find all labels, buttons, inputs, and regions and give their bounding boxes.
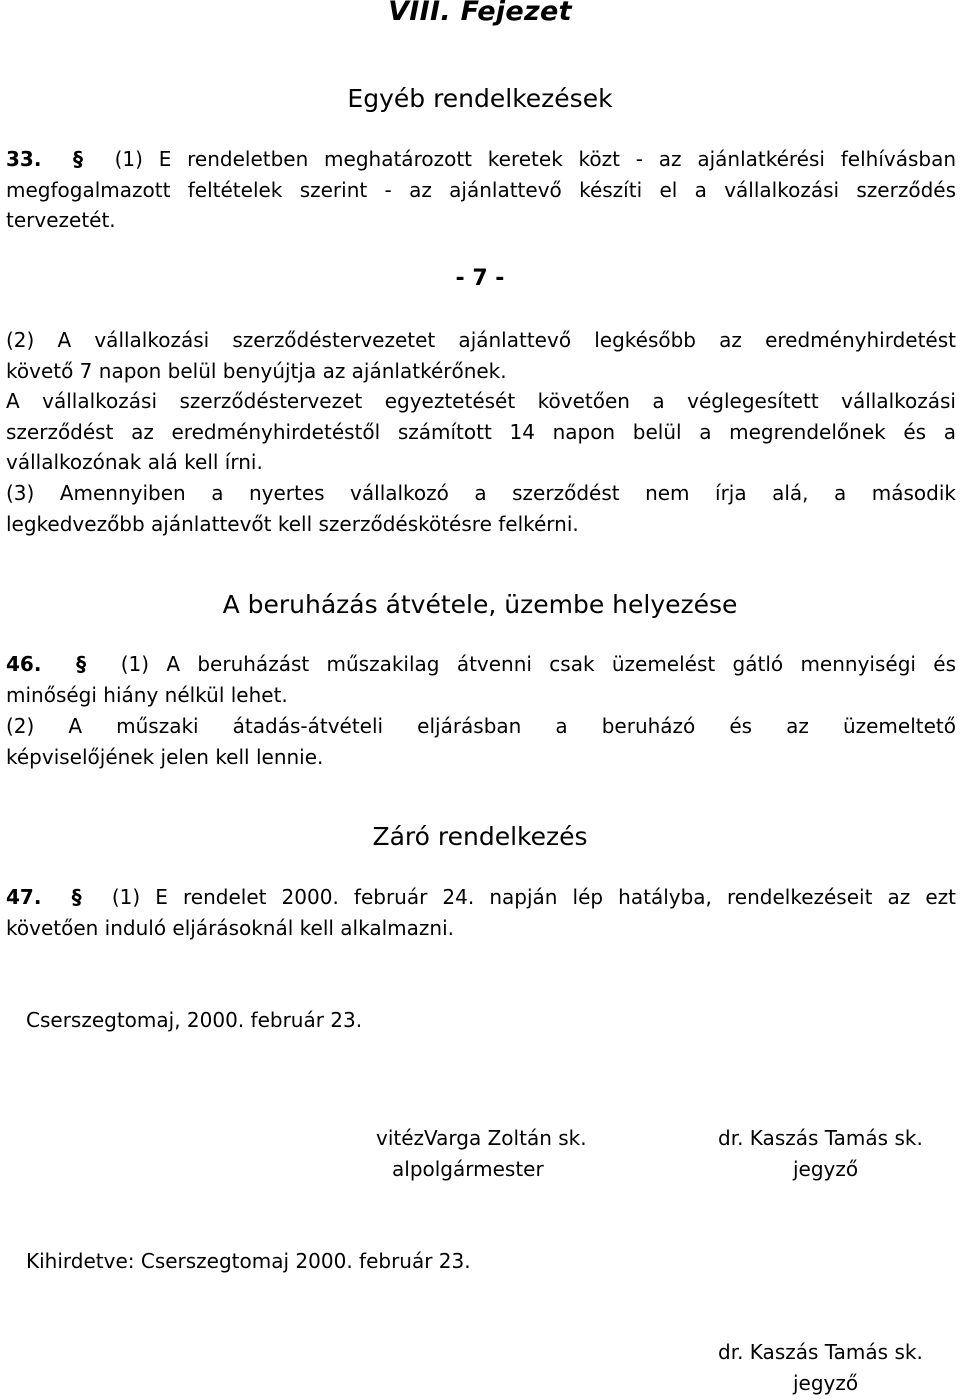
text-line: szerződést az eredményhirdetéstől számított 14 napon belül a megrendelőnek és a [6, 419, 956, 444]
announcement: Kihirdetve: Cserszegtomaj 2000. február 23. [26, 1249, 471, 1273]
section-title-other-provisions: Egyéb rendelkezések [347, 84, 613, 113]
text-line: (2) A műszaki átadás-átvételi eljárásban a beruházó és az üzemeltető [6, 714, 956, 738]
text-line: vállalkozónak alá kell írni. [6, 450, 263, 474]
text-line: legkedvezőbb ajánlattevőt kell szerződéskötésre felkérni. [6, 511, 579, 536]
text-fragment: (1) E rendeletben meghatározott keretek közt - az ajánlatkérési felhívásban [114, 147, 957, 171]
text-line: (2) A vállalkozási szerződéstervezetet ajánlattevő legkésőbb az eredményhirdetést [6, 328, 956, 352]
paragraph-46-2 [6, 711, 956, 772]
paragraph-33-3 [6, 478, 956, 539]
page-number: - 7 - [455, 266, 505, 291]
section-sign-icon: § [71, 885, 82, 909]
text-line [6, 882, 956, 913]
chapter-title: VIII. Fejezet [388, 0, 572, 27]
paragraph-33-1 [6, 144, 956, 236]
text-line: követően induló eljárásoknál kell alkalmazni. [6, 915, 454, 940]
text-fragment: (1) E rendelet 2000. február 24. napján lép hatályba, rendelkezéseit az ezt [111, 885, 957, 909]
text-line: tervezetét. [6, 208, 116, 232]
paragraph-33-2-continued [6, 386, 956, 478]
text-fragment: (1) A beruházást műszakilag átvenni csak üzemelést gátló mennyiségi és [120, 652, 957, 676]
paragraph-33-2 [6, 325, 956, 386]
paragraph-number: 46. [6, 652, 42, 676]
section-title-closing: Záró rendelkezés [372, 822, 588, 851]
paragraph-number: 33. [6, 147, 42, 171]
text-line: (3) Amennyiben a nyertes vállalkozó a szerződést nem írja alá, a második [6, 481, 956, 505]
text-line: A vállalkozási szerződéstervezet egyeztetését követően a véglegesített vállalkozási [6, 389, 956, 413]
paragraph-number: 47. [6, 885, 42, 909]
notary-name: dr. Kaszás Tamás sk. [718, 1126, 923, 1150]
text-line: minőségi hiány nélkül lehet. [6, 682, 288, 707]
mayor-name: vitézVarga Zoltán sk. [376, 1126, 587, 1150]
mayor-title: alpolgármester [392, 1157, 544, 1181]
text-line [6, 649, 956, 680]
paragraph-47-1 [6, 882, 956, 943]
section-title-handover: A beruházás átvétele, üzembe helyezése [222, 590, 738, 619]
text-line [6, 144, 956, 175]
final-signature-name: dr. Kaszás Tamás sk. [718, 1340, 923, 1364]
notary-title: jegyző [793, 1157, 859, 1181]
text-line: követő 7 napon belül benyújtja az ajánlatkérőnek. [6, 358, 507, 383]
place-and-date: Cserszegtomaj, 2000. február 23. [26, 1008, 363, 1032]
section-sign-icon: § [76, 652, 87, 676]
text-line: megfogalmazott feltételek szerint - az ajánlattevő készíti el a vállalkozási szerződés [6, 177, 956, 202]
section-sign-icon: § [73, 147, 84, 171]
text-line: képviselőjének jelen kell lennie. [6, 744, 324, 769]
paragraph-46-1 [6, 649, 956, 710]
final-signature-title: jegyző [793, 1371, 859, 1395]
